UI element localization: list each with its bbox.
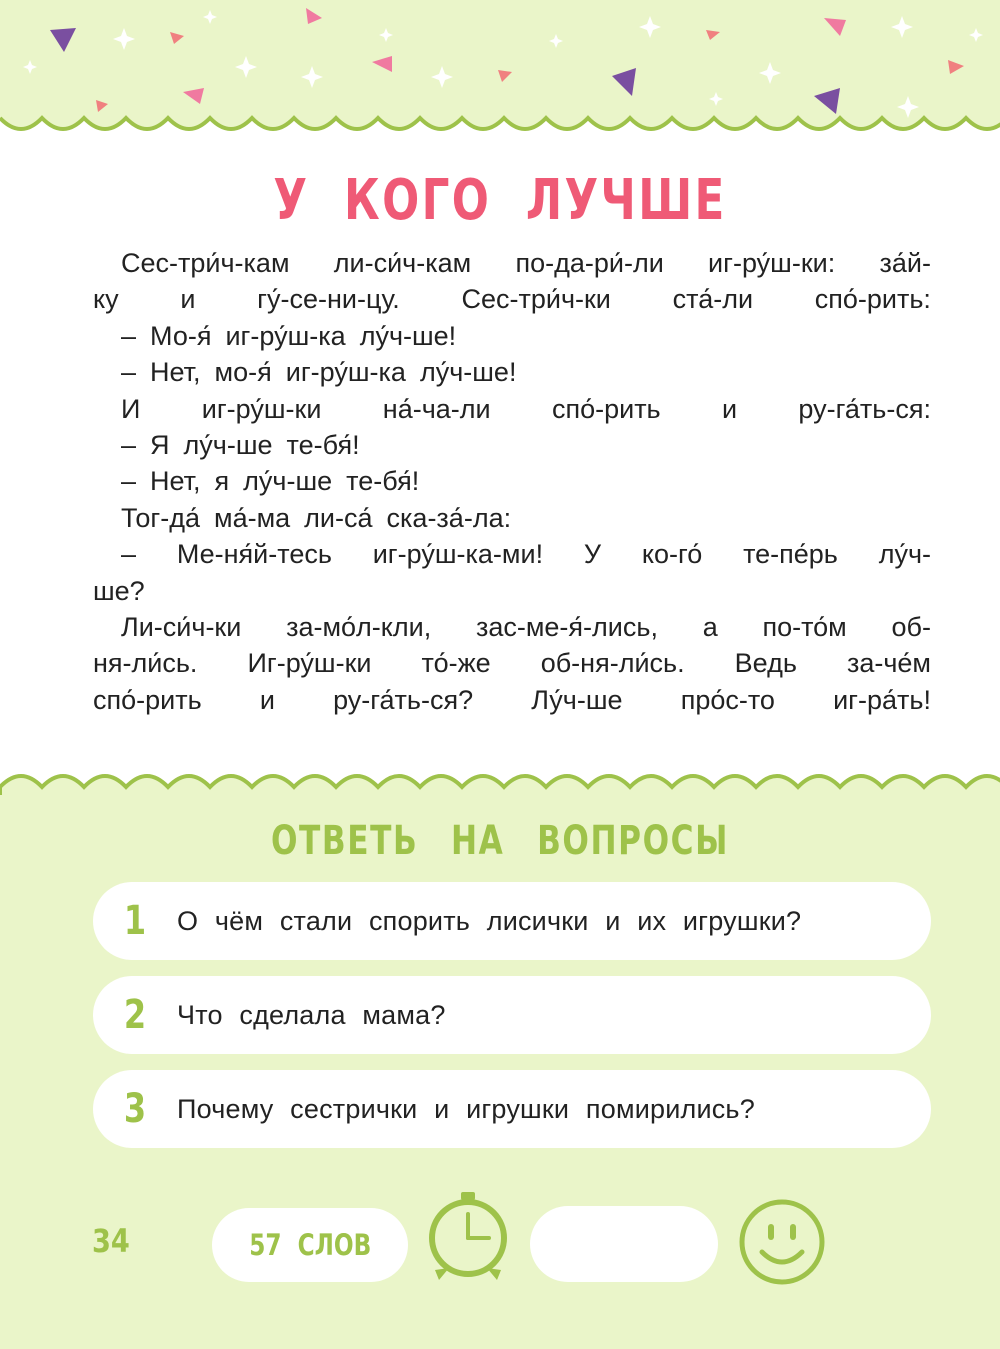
story-word: гу́-се-ни-цу. <box>257 284 400 315</box>
story-word: лу́ч-ше! <box>359 320 457 351</box>
page-title: У КОГО ЛУЧШЕ <box>273 168 727 233</box>
questions-title: ОТВЕТЬ НА ВОПРОСЫ <box>270 818 730 864</box>
story-word: – <box>121 466 137 497</box>
word-count-badge <box>212 1208 408 1282</box>
story-word: Сес-три́ч-ки <box>461 284 611 315</box>
story-word: лу́ч-ше! <box>419 357 517 388</box>
story-line <box>93 500 931 536</box>
question-2 <box>93 976 931 1054</box>
story-word: ма́-ма <box>214 502 291 533</box>
story-word: те-бя́! <box>286 430 360 461</box>
question-number: 2 <box>123 992 147 1038</box>
story-word: лу́ч-ше <box>243 466 333 497</box>
story-line <box>93 245 931 281</box>
story-word: лу́ч- <box>878 539 931 570</box>
story-word: ста́-ли <box>672 284 754 315</box>
story-word: Иг-ру́ш-ки <box>247 648 372 679</box>
story-word: ли-са́ <box>304 502 373 533</box>
story-word: мо-я́ <box>214 357 272 388</box>
story-word: за́й- <box>879 248 931 278</box>
story-word: лу́ч-ше <box>183 430 273 461</box>
story-word: за-че́м <box>846 648 931 679</box>
story-word: Мо-я́ <box>150 320 212 351</box>
story-word: ку <box>93 284 119 315</box>
story-word: ска-за́-ла: <box>386 502 512 533</box>
clock-icon <box>425 1190 511 1282</box>
story-line <box>93 427 931 463</box>
story-word: ли-си́ч-кам <box>333 248 472 278</box>
story-word: И <box>121 393 141 424</box>
story-word: спо́-рить <box>551 393 661 424</box>
story-word: Нет, <box>150 466 201 497</box>
story-word: – <box>121 357 137 388</box>
page-number: 34 <box>92 1222 130 1260</box>
question-text: Почему сестрички и игрушки помирились? <box>177 1093 755 1124</box>
story-word: иг-ру́ш-ка-ми! <box>372 539 544 570</box>
story-word: по-да-ри́-ли <box>515 248 664 278</box>
story-word: за-мо́л-кли, <box>286 612 432 643</box>
story-word: на́-ча-ли <box>382 393 491 424</box>
story-line <box>93 463 931 499</box>
story-word: ру-га́ть-ся? <box>333 684 474 715</box>
story-text <box>93 245 931 718</box>
story-word: иг-ра́ть! <box>833 684 931 715</box>
story-word: я <box>214 466 230 497</box>
story-line <box>93 281 931 317</box>
story-word: ко-го́ <box>641 539 703 570</box>
story-word: Сес-три́ч-кам <box>121 248 290 278</box>
story-word: об-ня-ли́сь. <box>540 648 685 679</box>
story-word: и <box>180 284 196 315</box>
story-word: иг-ру́ш-ка <box>225 320 346 351</box>
story-word: иг-ру́ш-ки <box>201 393 322 424</box>
story-word: – <box>121 430 137 461</box>
story-word: спо́-рить <box>93 684 202 715</box>
story-word: и <box>259 684 275 715</box>
question-number: 1 <box>123 898 147 944</box>
story-word: У <box>583 539 602 570</box>
story-word: иг-ру́ш-ки: <box>708 248 836 278</box>
story-word: те-бя́! <box>346 466 420 497</box>
question-text: Что сделала мама? <box>177 999 446 1030</box>
story-word: иг-ру́ш-ка <box>285 357 406 388</box>
story-word: Ли-си́ч-ки <box>121 612 242 643</box>
story-word: Ме-ня́й-тесь <box>176 539 332 570</box>
story-word: про́с-то <box>680 684 775 715</box>
question-3 <box>93 1070 931 1148</box>
story-word: Лу́ч-ше <box>531 684 623 715</box>
story-line <box>93 391 931 427</box>
story-word: Ведь <box>734 648 797 679</box>
story-word: Тог-да́ <box>121 502 201 533</box>
story-line <box>93 354 931 390</box>
story-line <box>93 573 931 609</box>
story-word: по-то́м <box>762 612 847 643</box>
story-word: зас-ме-я́-лись, <box>475 612 658 643</box>
question-text: О чём стали спорить лисички и их игрушки? <box>177 905 802 936</box>
smiley-icon <box>738 1198 826 1286</box>
story-line <box>93 318 931 354</box>
story-line <box>93 609 931 645</box>
story-word: а <box>702 612 718 643</box>
story-word: ру-га́ть-ся: <box>798 393 931 424</box>
question-1 <box>93 882 931 960</box>
story-word: об- <box>891 612 931 643</box>
story-word: – <box>121 320 137 351</box>
story-line <box>93 682 931 718</box>
story-word: Я <box>150 430 170 461</box>
story-word: спо́-рить: <box>814 284 931 315</box>
top-decor-band <box>0 0 1000 160</box>
story-word: – <box>121 539 137 570</box>
story-line <box>93 536 931 572</box>
story-word: и <box>721 393 738 424</box>
reading-time-field[interactable] <box>530 1206 718 1282</box>
story-word: Нет, <box>150 357 201 388</box>
question-number: 3 <box>123 1086 147 1132</box>
story-word: то́-же <box>421 648 491 679</box>
story-word: те-пе́рь <box>743 539 838 570</box>
story-line <box>93 645 931 681</box>
word-count-label: 57 СЛОВ <box>248 1228 372 1262</box>
story-word: ше? <box>93 575 145 606</box>
story-word: ня-ли́сь. <box>93 648 198 679</box>
